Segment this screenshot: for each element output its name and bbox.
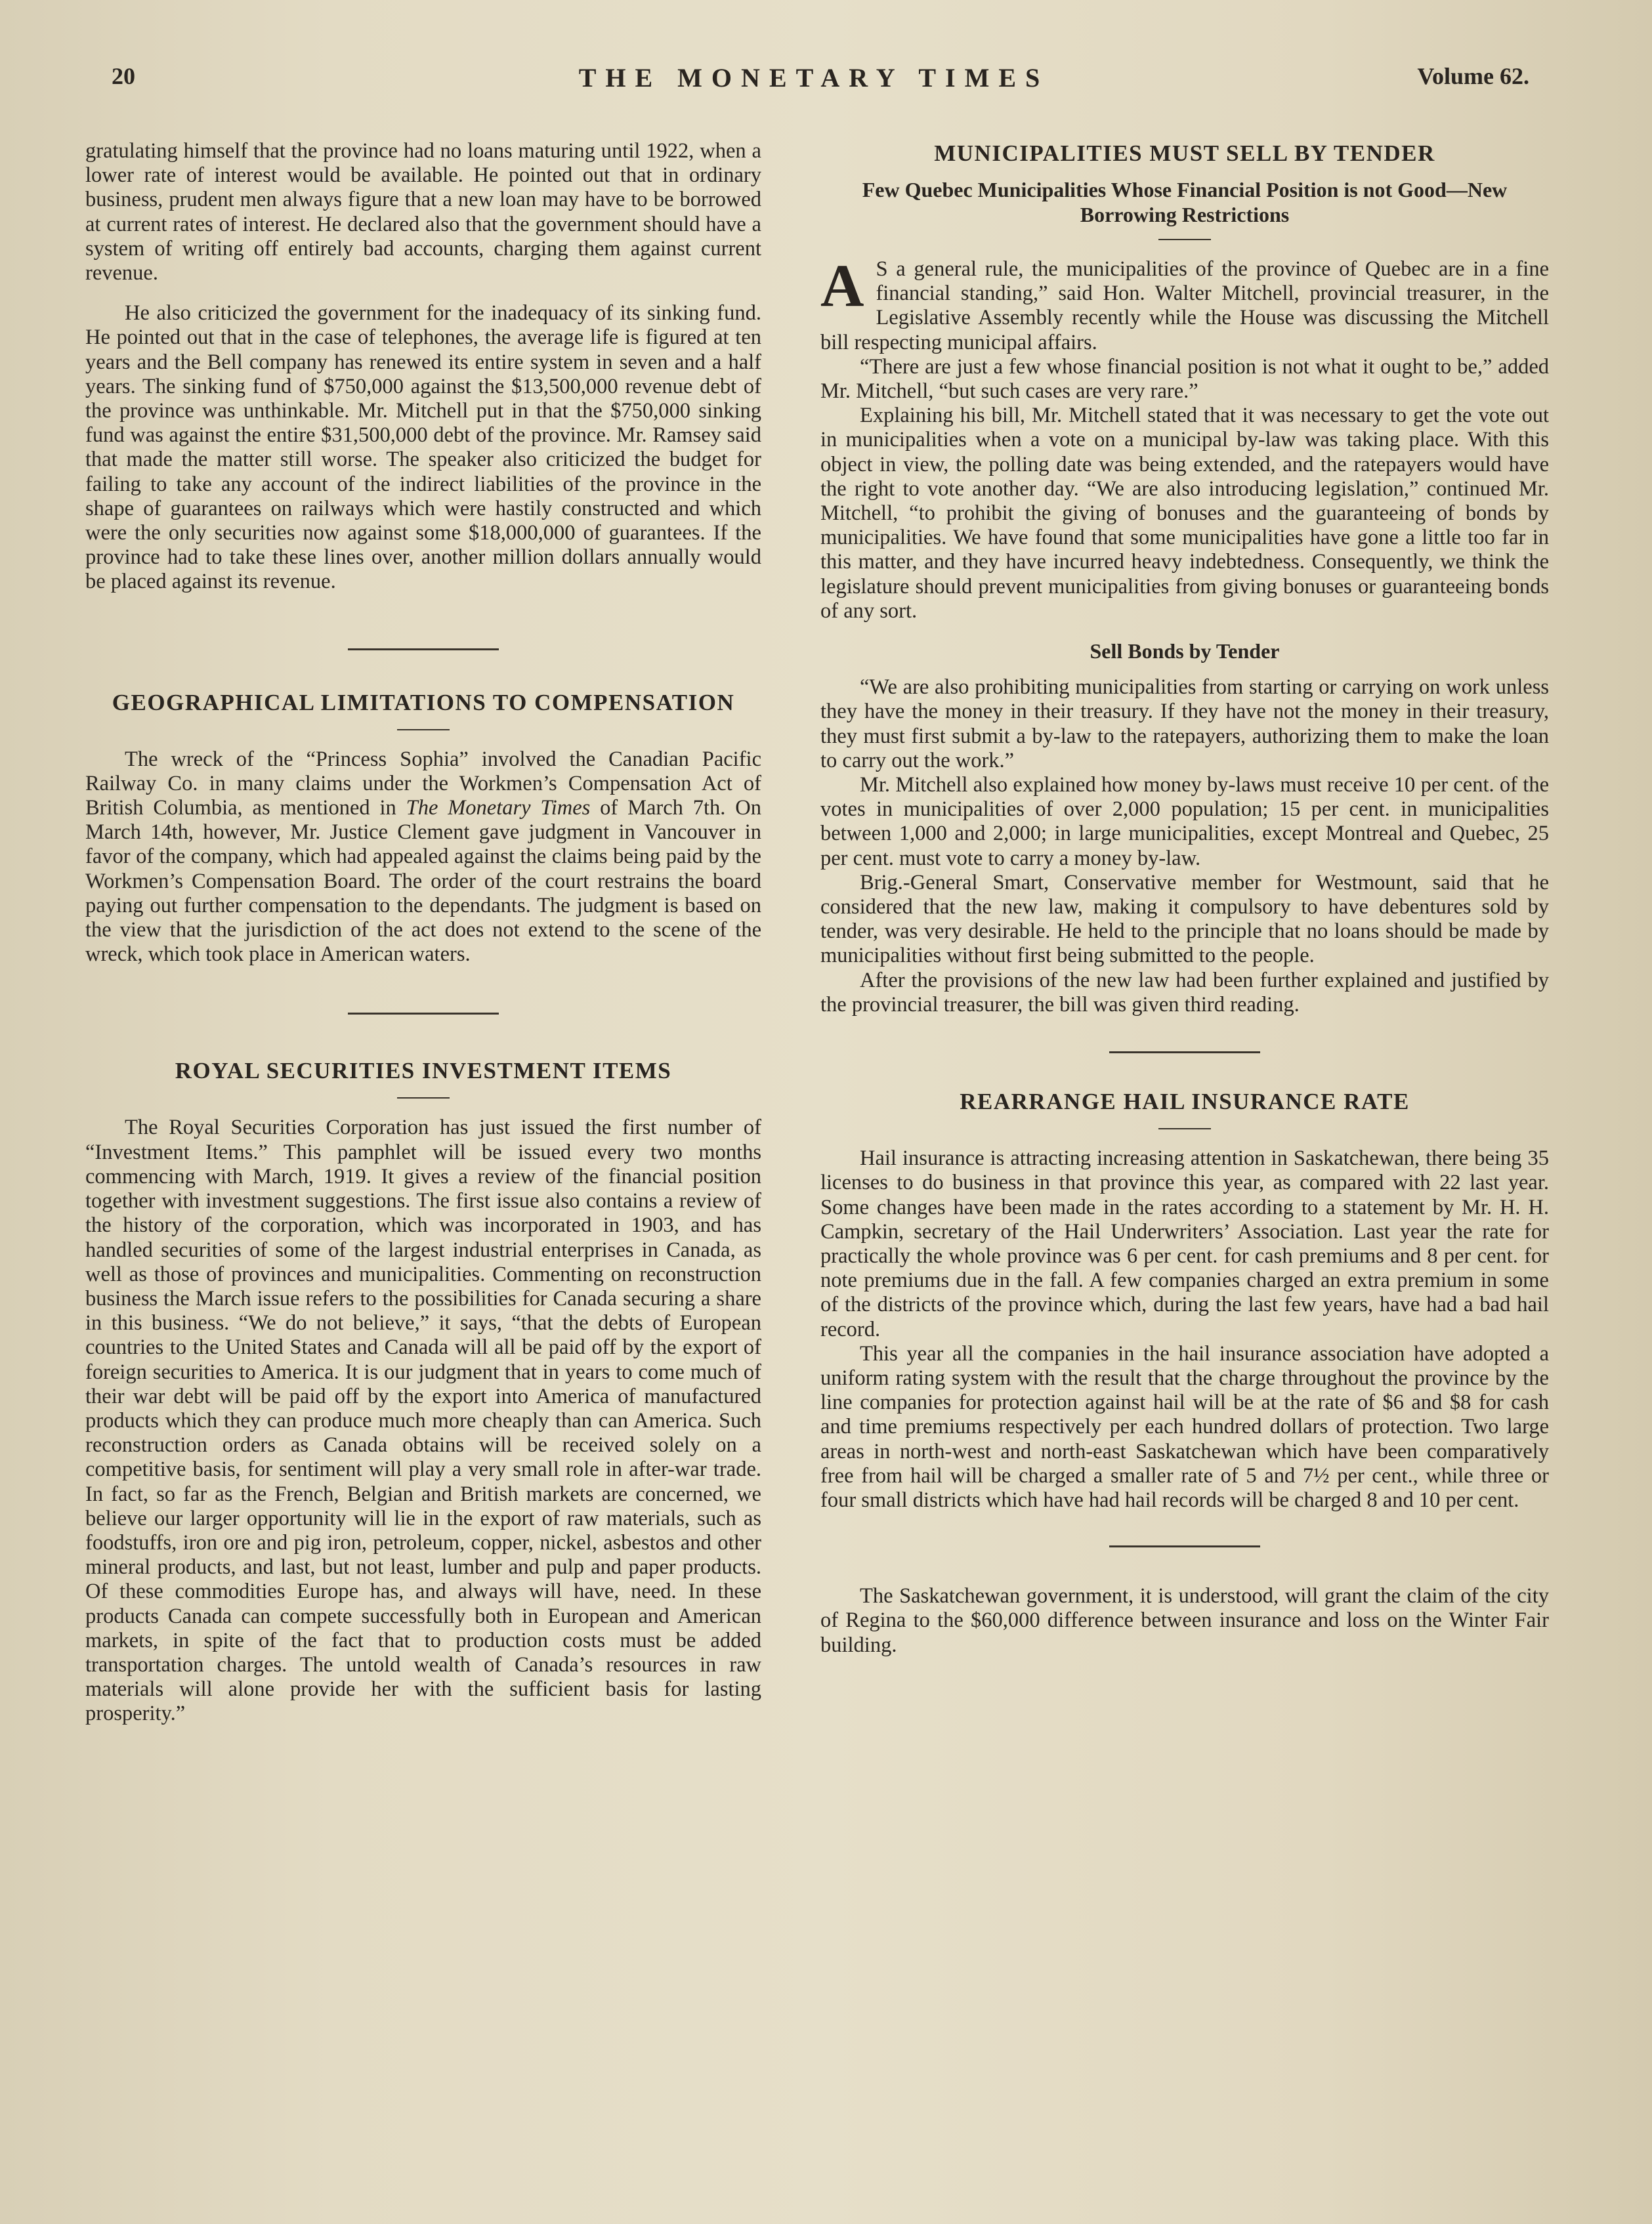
municipalities-p2: “There are just a few whose financial position is not what it ought to be,” added Mr. Mitchell, “but such cases are very rare.” — [820, 354, 1549, 404]
headline-rule — [397, 729, 450, 730]
sell-bonds-p4: After the provisions of the new law had been further explained and justified by the provincial treasurer, the bill was given third reading. — [820, 968, 1549, 1017]
sell-bonds-subheading: Sell Bonds by Tender — [1090, 639, 1280, 663]
page-number: 20 — [112, 63, 135, 89]
municipalities-subhead: Few Quebec Municipalities Whose Financial Position is not Good—New Borrowing Restrictions — [862, 178, 1508, 226]
geographical-limitations-headline: GEOGRAPHICAL LIMITATIONS TO COMPENSATION — [112, 689, 735, 715]
headline-rule — [1158, 239, 1211, 240]
municipalities-p3: Explaining his bill, Mr. Mitchell stated that it was necessary to get the vote out in municipalities when a vote on a municipal by-law was taking place. With this object in view, the polling date was being extended, and the ratepayers would have the right to vote another day. “We are also introducing legislation,” continued Mr. Mitchell, “to prohibit the giving of bonuses and the guaranteeing of bonds by municipalities. We have found that some municipalities have gone a little too far in this matter, and they have incurred heavy indebtedness. Consequently, we think the legislature should prevent municipalities from giving bonuses or guaranteeing bonds of any sort. — [820, 404, 1549, 623]
sell-bonds-p2: Mr. Mitchell also explained how money by-laws must receive 10 per cent. of the votes in municipalities of over 2,000 population; 15 per cent. in municipalities between 1,000 and 2,000; in large municipalities, except Montreal and Quebec, 25 per cent. must vote to carry a money by-law. — [820, 773, 1549, 870]
journal-title: THE MONETARY TIMES — [578, 63, 1049, 93]
municipalities-headline: MUNICIPALITIES MUST SELL BY TENDER — [934, 140, 1435, 166]
volume-number: Volume 62. — [1417, 63, 1529, 89]
sell-bonds-p1: “We are also prohibiting municipalities from starting or carrying on work unless they have the money in their treasury. If they have not the money in their treasury, they must first submit a by-law to the ratepayers, authorizing them to make the loan to carry out the work.” — [820, 675, 1549, 772]
drop-cap: A — [820, 252, 864, 319]
page-header — [85, 62, 1542, 102]
left-column — [85, 139, 761, 1727]
headline-rule — [1158, 1128, 1211, 1129]
sell-bonds-p3: Brig.-General Smart, Conservative member for Westmount, said that he considered that the new law, making it compulsory to have debentures sold by tender, was very desirable. He held to the principle that no loans should be made by municipalities without first being submitted to the people. — [820, 870, 1549, 968]
right-column — [820, 139, 1549, 1658]
hail-insurance-headline: REARRANGE HAIL INSURANCE RATE — [960, 1089, 1410, 1115]
municipalities-p1: A S a general rule, the municipalities of the province of Quebec are in a fine financial standing,” said Hon. Walter Mitchell, provincial treasurer, in the Legislative Assembly recently while the House was discussing the Mitchell bill respecting municipal affairs. — [820, 252, 1549, 354]
royal-securities-headline: ROYAL SECURITIES INVESTMENT ITEMS — [175, 1058, 672, 1084]
regina-claim-paragraph: The Saskatchewan government, it is understood, will grant the claim of the city of Regina to the $60,000 difference between insurance and loss on the Winter Fair building. — [820, 1584, 1549, 1657]
hail-insurance-p2: This year all the companies in the hail insurance association have adopted a uniform rating system with the result that the charge throughout the province by the line companies for protection against hail will be at the rate of $6 and $8 for cash and time premiums respectively per each hundred dollars of protection. Two large areas in north-west and north-east Saskatchewan which have been comparatively free from hail will be charged a smaller rate of 5 and 7½ per cent., while three or four small districts which have had hail records will be charged 8 and 10 per cent. — [820, 1341, 1549, 1512]
royal-securities-body: The Royal Securities Corporation has just issued the first number of “Investment Items.” This pamphlet will be issued every two months commencing with March, 1919. It gives a review of the financial position together with investment suggestions. The first issue also contains a review of the history of the corporation, which was incorporated in 1903, and has handled securities of some of the largest industrial enterprises in Canada, as well as those of provinces and municipalities. Commenting on reconstruction business the March issue refers to the possibilities for Canada securing a share in this business. “We do not believe,” it says, “that the debts of European countries to the United States and Canada will all be paid off by the export of foreign securities to America. It is our judgment that in years to come much of their war debt will be paid off by the export into America of manufactured products which they can produce much more cheaply than can America. Such reconstruction orders as Canada obtains will be received solely on a competitive basis, for sentiment will play a very small role in after-war trade. In fact, so far as the French, Belgian and British markets are concerned, we believe our larger opportunity will lie in the export of raw materials, such as foodstuffs, iron ore and pig iron, petroleum, copper, nickel, asbestos and other mineral products, and last, but not least, lumber and pulp and paper products. Of these commodities Europe has, and always will have, need. In these products Canada can compete successfully both in European and American markets, in spite of the fact that to production costs must be added transportation charges. The untold wealth of Canada’s resources in raw materials will alone provide her with the sufficient basis for lasting prosperity.” — [85, 1116, 761, 1726]
headline-rule — [397, 1097, 450, 1099]
hail-insurance-p1: Hail insurance is attracting increasing attention in Saskatchewan, there being 35 licenses to do business in that province this year, as compared with 22 last year. Some changes have been made in the rates according to a statement by Mr. H. H. Campkin, secretary of the Hail Underwriters’ Association. Last year the rate for practically the whole province was 6 per cent. for cash premiums and 8 per cent. for note premiums due in the fall. A few companies charged an extra premium in some of the districts of the province which, during the last few years, have had a bad hail record. — [820, 1146, 1549, 1341]
article-continuation-p2: He also criticized the government for the inadequacy of its sinking fund. He pointed out that in the case of telephones, the average life is figured at ten years and the Bell company has renewed its entire system in seven and a half years. The sinking fund of $750,000 against the $13,500,000 revenue debt of the province was unthinkable. Mr. Mitchell put in that the $750,000 sinking fund was against the entire $31,500,000 debt of the province. Mr. Ramsey said that made the matter still worse. The speaker also criticized the budget for failing to take any account of the indirect liabilities of the province in the shape of guarantees on railways which were hastily constructed and which were the only securities now against some $18,000,000 of guarantees. If the province had to take these lines over, another million dollars annually would be placed against its revenue. — [85, 301, 761, 594]
article-continuation-p1: gratulating himself that the province had no loans maturing until 1922, when a lower rate of interest would be available. He pointed out that in ordinary business, prudent men always figure that a new loan may have to be borrowed at current rates of interest. He declared also that the government should have a system of writing off entirely bad accounts, charging them against current revenue. — [85, 139, 761, 285]
geographical-limitations-body: The wreck of the “Princess Sophia” involved the Canadian Pacific Railway Co. in many claims under the Workmen’s Compensation Act of British Columbia, as mentioned in The Monetary Times of March 7th. On March 14th, however, Mr. Justice Clement gave judgment in Vancouver in favor of the company, which had appealed against the claims being paid by the Workmen’s Compensation Board. The order of the court restrains the board paying out further compensation to the dependants. The judgment is based on the view that the jurisdiction of the act does not extend to the scene of the wreck, which took place in American waters. — [85, 747, 761, 967]
